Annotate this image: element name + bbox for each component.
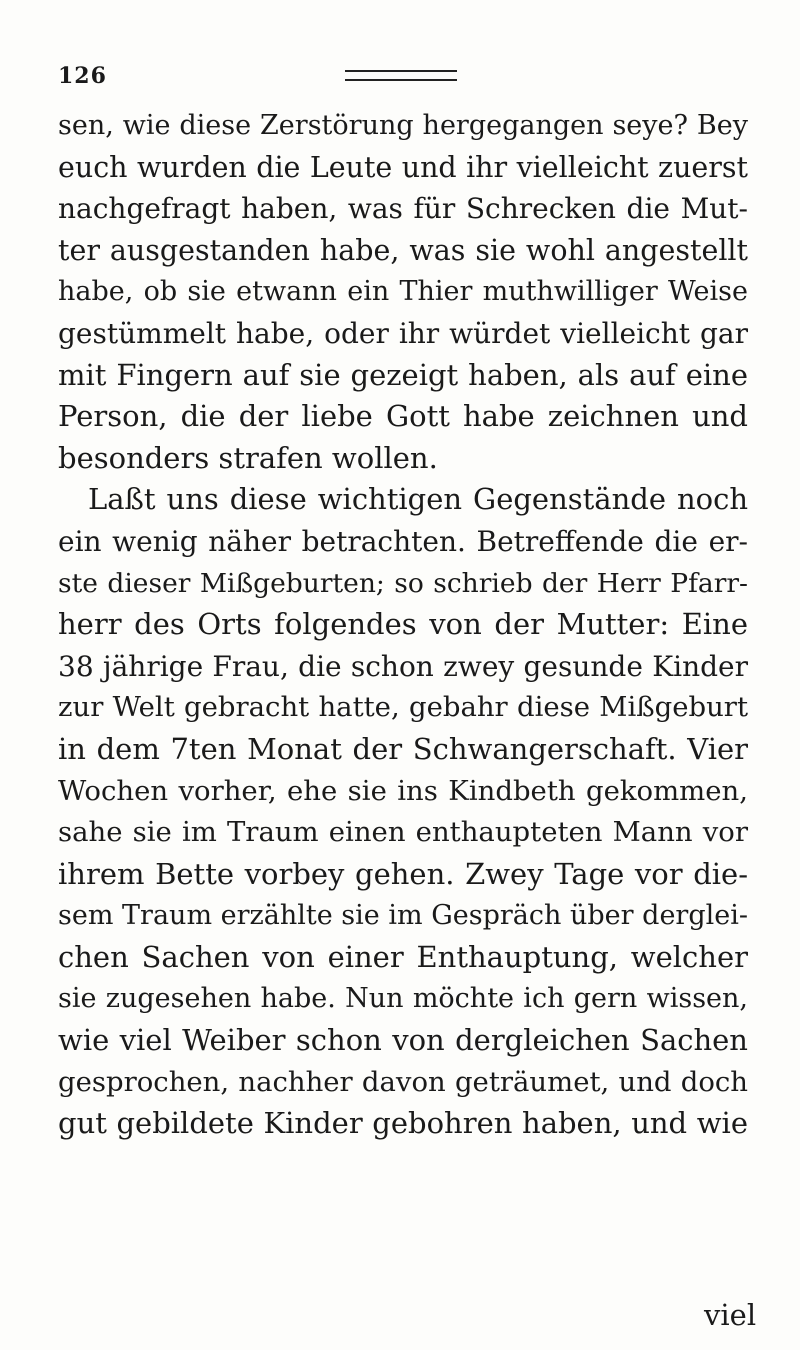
text-line: Person, die der liebe Gott habe zeichnen und [58, 399, 748, 434]
text-line: 38 jährige Frau, die schon zwey gesunde Kinder [58, 649, 748, 683]
text-line: nachgefragt haben, was für Schrecken die Mut- [58, 192, 748, 226]
text-line: in dem 7ten Monat der Schwangerschaft. Vier [58, 731, 748, 766]
text-line: herr des Orts folgendes von der Mutter: Eine [58, 607, 748, 642]
text-line: gestümmelt habe, oder ihr würdet vielleicht gar [58, 316, 748, 350]
text-line: ter ausgestanden habe, was sie wohl angestellt [58, 233, 748, 267]
text-line: wie viel Weiber schon von dergleichen Sachen [58, 1023, 748, 1058]
text-line: zur Welt gebracht hatte, gebahr diese Mißgeburt [58, 691, 748, 724]
catchword: viel [704, 1298, 757, 1332]
body-text [58, 105, 748, 1145]
text-line: sen, wie diese Zerstörung hergegangen seye? Bey [58, 110, 748, 141]
page-number: 126 [58, 63, 107, 89]
text-line: chen Sachen von einer Enthauptung, welcher [58, 939, 748, 974]
text-line: habe, ob sie etwann ein Thier muthwilliger Weise [58, 276, 748, 308]
text-line: sem Traum erzählte sie im Gespräch über derglei- [58, 900, 748, 932]
text-line: gesprochen, nachher davon geträumet, und doch [58, 1065, 748, 1098]
text-line: Wochen vorher, ehe sie ins Kindbeth gekommen, [58, 774, 748, 807]
text-line: Laßt uns diese wichtigen Gegenstände noch [88, 482, 748, 517]
text-line: ste dieser Mißgeburten; so schrieb der Herr Pfarr- [58, 567, 748, 599]
text-line: sie zugesehen habe. Nun möchte ich gern wissen, [58, 983, 748, 1015]
text-line: sahe sie im Traum einen enthaupteten Mann vor [58, 816, 748, 849]
text-line: ein wenig näher betrachten. Betreffende die er- [58, 524, 748, 558]
header-rule [345, 70, 457, 81]
text-line: euch wurden die Leute und ihr vielleicht zuerst [58, 150, 748, 184]
text-line: ihrem Bette vorbey gehen. Zwey Tage vor die- [58, 856, 748, 891]
text-line: besonders strafen wollen. [58, 440, 438, 475]
text-line: mit Fingern auf sie gezeigt haben, als auf eine [58, 357, 748, 392]
text-line: gut gebildete Kinder gebohren haben, und wie [58, 1106, 748, 1141]
